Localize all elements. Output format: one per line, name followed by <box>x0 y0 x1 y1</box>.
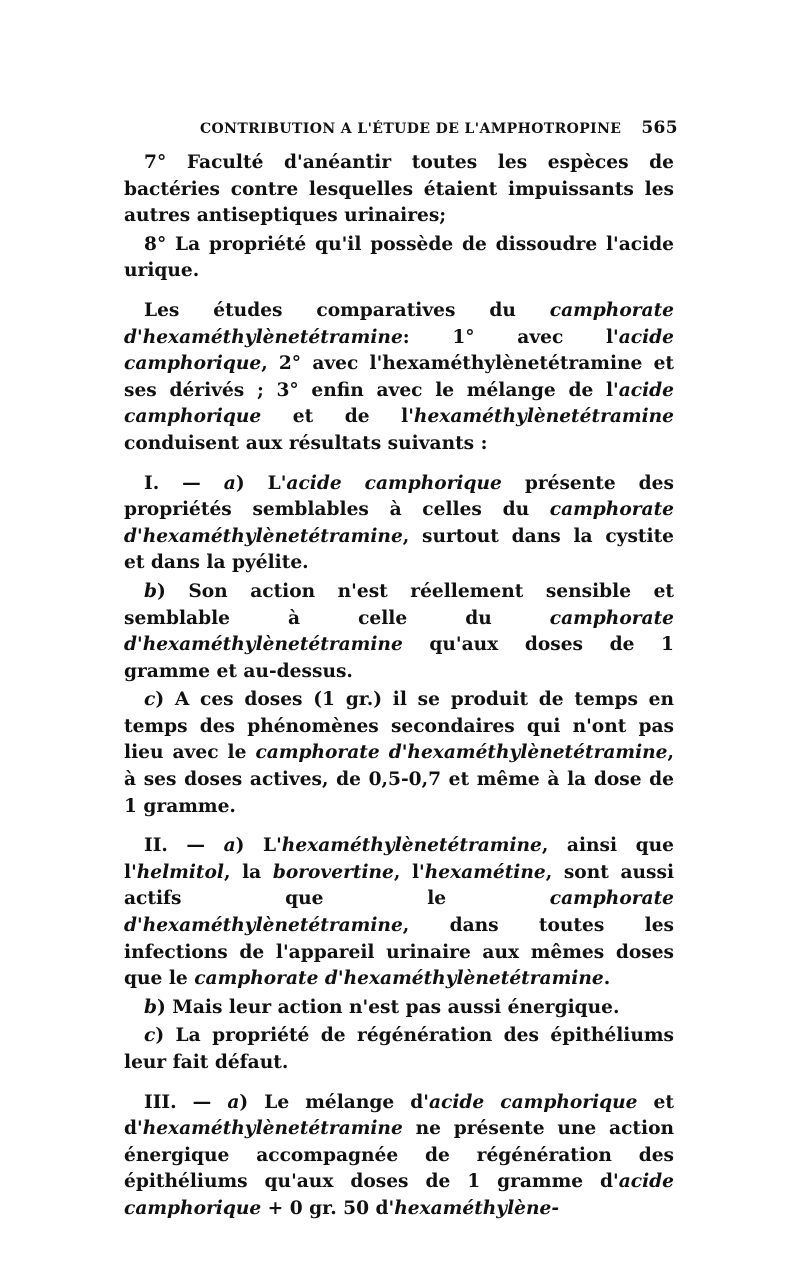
italic-text-run: b <box>144 580 158 602</box>
paragraph-result-I-b <box>124 579 674 685</box>
running-title: CONTRIBUTION A L'ÉTUDE DE L'AMPHOTROPINE <box>200 121 622 137</box>
italic-text-run: borovertine <box>272 861 394 883</box>
text-run: conduisent aux résultats suivants : <box>124 432 488 454</box>
italic-text-run: camphorate d'hexaméthylènetétramine <box>124 607 674 656</box>
text-run: , surtout dans la cystite et dans la pyélite. <box>124 525 674 574</box>
paragraph-result-I-c <box>124 687 674 820</box>
italic-text-run: hexaméthylène- <box>394 1197 560 1219</box>
text-run: I. — <box>144 472 224 494</box>
italic-text-run: camphorate d'hexaméthylènetétramine <box>124 888 674 937</box>
text-run: , dans toutes les infections de l'appareil urinaire aux mêmes doses que le <box>124 915 674 990</box>
text-run: II. — <box>144 835 224 857</box>
paragraph-result-II-a <box>124 833 674 993</box>
text-run: et de l' <box>261 406 414 428</box>
text-run: , l' <box>393 861 425 883</box>
text-run: . <box>603 968 611 990</box>
italic-text-run: acide camphorique <box>124 379 674 428</box>
paragraph-comparative-studies <box>124 298 674 458</box>
italic-text-run: hexamétine <box>424 861 546 883</box>
text-run: : 1° avec l' <box>402 326 619 348</box>
italic-text-run: b <box>144 996 158 1018</box>
text-run: + 0 gr. 50 d' <box>261 1197 395 1219</box>
italic-text-run: hexaméthylènetétramine <box>413 406 674 428</box>
text-run: ) L' <box>235 472 287 494</box>
italic-text-run: acide camphorique <box>428 1091 638 1113</box>
italic-text-run: camphorate d'hexaméthylènetétramine <box>124 499 674 547</box>
page-number: 565 <box>641 118 678 138</box>
text-run: 8° La propriété qu'il possède de dissoudre l'acide urique. <box>124 233 674 282</box>
text-run: ne présente une action énergique accompagnée de régénération des épithéliums qu'aux doses de 1 gramme d' <box>124 1118 674 1193</box>
text-run: , la <box>223 861 273 883</box>
running-header <box>200 118 678 138</box>
paragraph-result-II-b <box>124 995 674 1022</box>
body-text <box>124 150 674 1236</box>
text-run: , sont aussi actifs que le <box>124 861 675 910</box>
text-run: , ainsi que l' <box>124 835 674 883</box>
italic-text-run: camphorate d'hexaméthylènetétramine <box>124 299 674 348</box>
italic-text-run: a <box>227 1091 240 1113</box>
text-run: ) La propriété de régénération des épithéliums leur fait défaut. <box>124 1025 674 1073</box>
italic-text-run: helmitol <box>136 861 224 883</box>
italic-text-run: c <box>144 689 156 711</box>
paragraph-item-8 <box>124 232 674 285</box>
italic-text-run: hexaméthylènetétramine <box>281 835 542 857</box>
text-run: ) Son action n'est réellement sensible et semblable à celle du <box>124 580 674 629</box>
text-run: Les études comparatives du <box>144 299 550 321</box>
italic-text-run: a <box>223 835 236 857</box>
text-run: qu'aux doses de 1 gramme et au-dessus. <box>124 634 674 682</box>
text-run: et d' <box>124 1091 674 1140</box>
italic-text-run: acide camphorique <box>124 326 674 375</box>
text-run: 7° Faculté d'anéantir toutes les espèces de bactéries contre lesquelles étaient impuissants les autres antiseptiques urinaires; <box>124 152 674 227</box>
text-run: , 2° avec l'hexaméthylènetétramine et ses dérivés ; 3° enfin avec le mélange de l' <box>124 353 674 401</box>
italic-text-run: camphorate d'hexaméthylènetétramine <box>255 742 668 764</box>
text-run: ) A ces doses (1 gr.) il se produit de temps en temps des phénomènes secondaires qui n'ont pas lieu avec le <box>124 689 674 764</box>
text-run: III. — <box>144 1091 228 1113</box>
text-run: ) Le mélange d' <box>239 1091 429 1113</box>
paragraph-result-II-c <box>124 1023 674 1076</box>
paragraph-item-7 <box>124 150 674 230</box>
italic-text-run: acide camphorique <box>286 472 502 494</box>
text-run: ) L' <box>235 835 282 857</box>
italic-text-run: hexaméthylènetétramine <box>142 1118 403 1140</box>
italic-text-run: a <box>223 472 236 494</box>
italic-text-run: acide camphorique <box>124 1171 674 1219</box>
paragraph-result-I-a <box>124 471 674 577</box>
italic-text-run: c <box>144 1025 156 1047</box>
text-run: présente des propriétés semblables à celles du <box>124 472 674 521</box>
text-run: ) Mais leur action n'est pas aussi énergique. <box>157 996 620 1018</box>
text-run: , à ses doses actives, de 0,5-0,7 et même à la dose de 1 gramme. <box>124 742 674 817</box>
paragraph-result-III-a <box>124 1090 674 1223</box>
italic-text-run: camphorate d'hexaméthylènetétramine <box>194 968 604 990</box>
